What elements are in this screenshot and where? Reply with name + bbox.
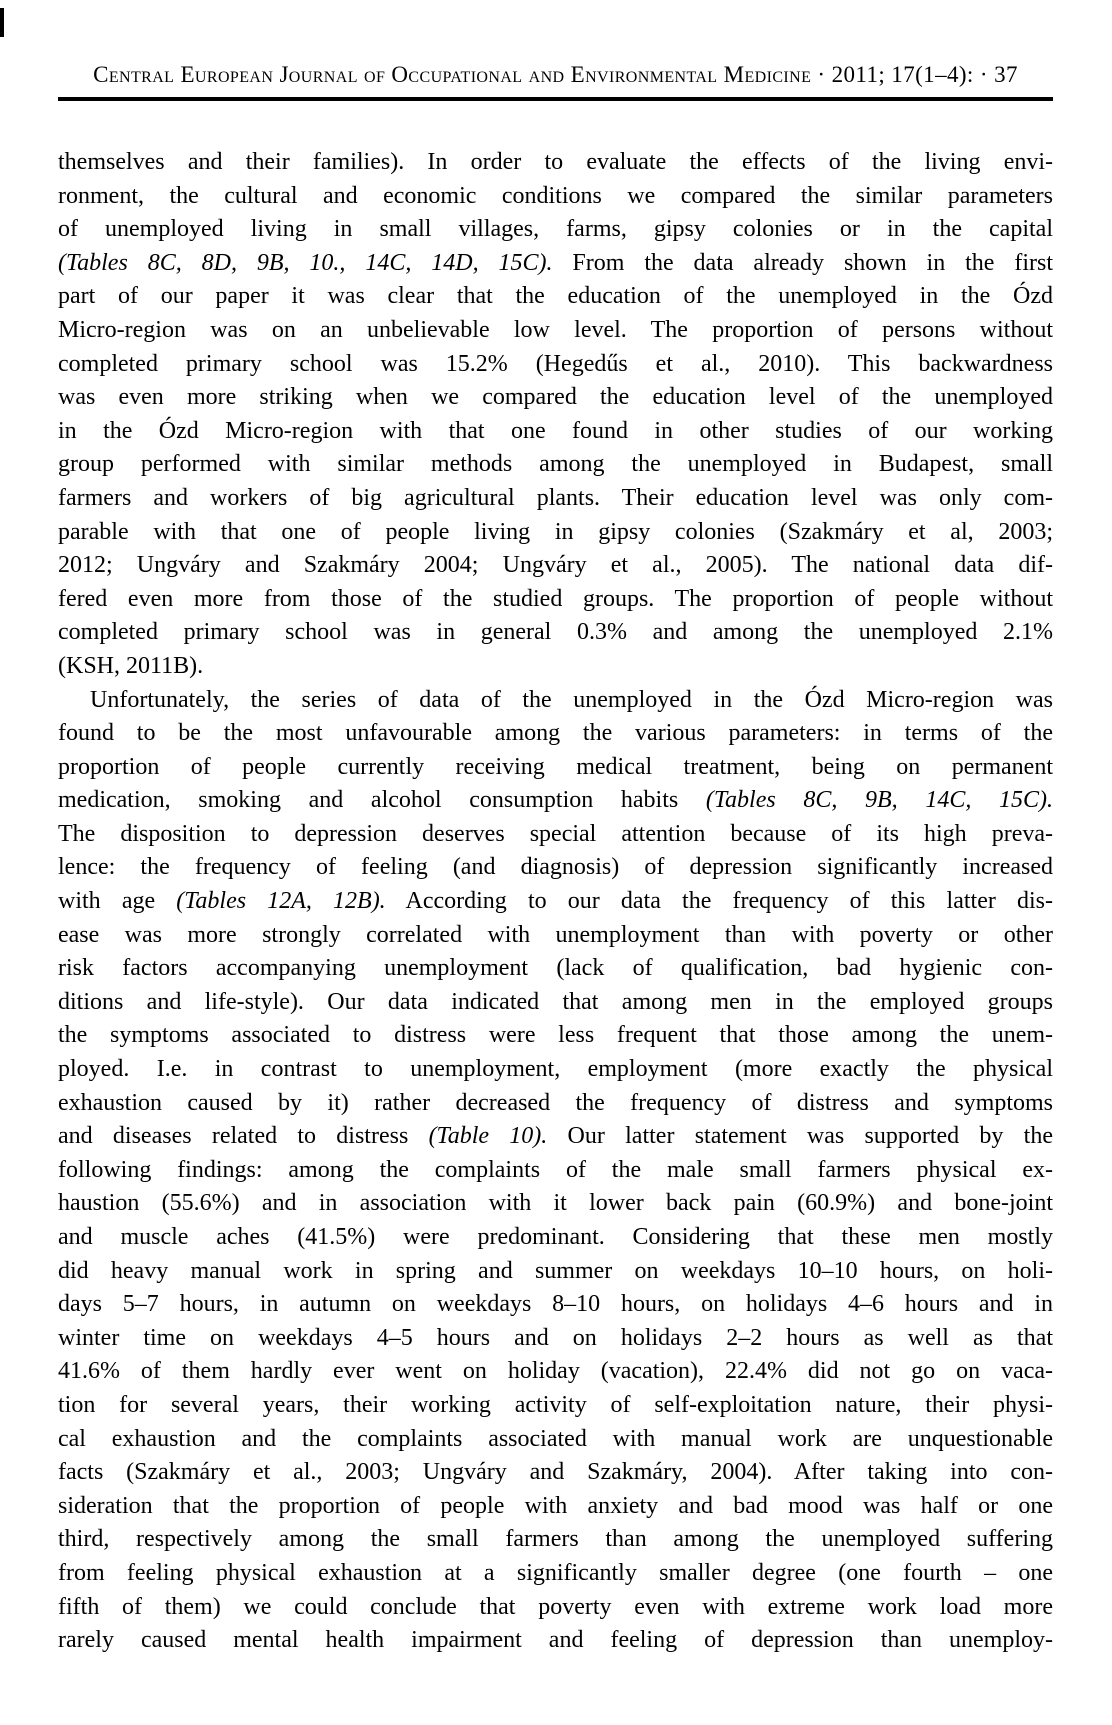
journal-header-text: Central European Journal of Occupational and Environmental Medicine · 2011; 17(1–4): · 37: [93, 62, 1018, 87]
text-line: rarely caused mental health impairment and feeling of depression than unemploy-: [58, 1627, 1053, 1654]
text-line: themselves and their families). In order to evaluate the effects of the living envi-: [58, 149, 1053, 175]
italic-table-reference: (Tables 12A, 12B).: [176, 888, 386, 915]
text-line: The disposition to depression deserves special attention because of its high preva-: [58, 820, 1053, 847]
text-line: of unemployed living in small villages, farms, gipsy colonies or in the capital: [58, 216, 1053, 243]
text-line: ronment, the cultural and economic conditions we compared the similar parameters: [58, 182, 1053, 209]
text-line: completed primary school was 15.2% (Hegedűs et al., 2010). This backwardness: [58, 350, 1053, 377]
text-line: proportion of people currently receiving medical treatment, being on permanent: [58, 753, 1053, 780]
text-line: ditions and life-style). Our data indicated that among men in the employed groups: [58, 988, 1053, 1015]
text-line: ployed. I.e. in contrast to unemployment, employment (more exactly the physical: [58, 1056, 1053, 1083]
header-divider-rule: [58, 97, 1053, 101]
text-line: and muscle aches (41.5%) were predominant. Considering that these men mostly: [58, 1224, 1053, 1250]
text-line: (Tables 8C, 8D, 9B, 10., 14C, 14D, 15C). From the data already shown in the first: [58, 249, 1053, 276]
text-line: days 5–7 hours, in autumn on weekdays 8–10 hours, on holidays 4–6 hours and in: [58, 1291, 1053, 1318]
text-line: part of our paper it was clear that the education of the unemployed in the Ózd: [58, 283, 1053, 310]
text-line: and diseases related to distress (Table 10). Our latter statement was supported by the: [58, 1123, 1053, 1150]
text-line: completed primary school was in general 0.3% and among the unemployed 2.1%: [58, 619, 1053, 646]
text-line: 41.6% of them hardly ever went on holiday (vacation), 22.4% did not go on vaca-: [58, 1358, 1053, 1385]
text-line: winter time on weekdays 4–5 hours and on holidays 2–2 hours as well as that: [58, 1324, 1053, 1351]
text-line: lence: the frequency of feeling (and diagnosis) of depression significantly increased: [58, 854, 1053, 881]
text-line: in the Ózd Micro-region with that one found in other studies of our working: [58, 417, 1053, 444]
paragraph: [58, 684, 1053, 1658]
text-line: Unfortunately, the series of data of the unemployed in the Ózd Micro-region was: [90, 686, 1053, 713]
text-line: group performed with similar methods among the unemployed in Budapest, small: [58, 451, 1053, 478]
text-line: following findings: among the complaints of the male small farmers physical ex-: [58, 1156, 1053, 1183]
article-text: [58, 146, 1053, 1658]
text-line: parable with that one of people living in gipsy colonies (Szakmáry et al, 2003;: [58, 518, 1053, 545]
text-line: ease was more strongly correlated with unemployment than with poverty or other: [58, 921, 1053, 948]
italic-table-reference: (Tables 8C, 8D, 9B, 10., 14C, 14D, 15C).: [58, 249, 553, 276]
text-line: farmers and workers of big agricultural plants. Their education level was only com-: [58, 484, 1053, 511]
italic-table-reference: (Tables 8C, 9B, 14C, 15C).: [705, 787, 1053, 814]
text-line: Micro-region was on an unbelievable low level. The proportion of persons without: [58, 316, 1053, 343]
italic-table-reference: (Table 10).: [428, 1123, 548, 1150]
text-line: risk factors accompanying unemployment (lack of qualification, bad hygienic con-: [58, 955, 1053, 982]
text-line: was even more striking when we compared the education level of the unemployed: [58, 384, 1053, 411]
text-line: 2012; Ungváry and Szakmáry 2004; Ungváry et al., 2005). The national data dif-: [58, 552, 1053, 579]
text-line: tion for several years, their working activity of self-exploitation nature, their physi-: [58, 1391, 1053, 1418]
scan-edge-artifact: [0, 8, 4, 37]
text-line: the symptoms associated to distress were less frequent that those among the unem-: [58, 1022, 1053, 1049]
text-line: with age (Tables 12A, 12B). According to our data the frequency of this latter dis-: [58, 888, 1053, 915]
text-line: exhaustion caused by it) rather decreased the frequency of distress and symptoms: [58, 1089, 1053, 1116]
text-line: from feeling physical exhaustion at a significantly smaller degree (one fourth – one: [58, 1559, 1053, 1586]
text-line: third, respectively among the small farmers than among the unemployed suffering: [58, 1526, 1053, 1553]
text-line: did heavy manual work in spring and summer on weekdays 10–10 hours, on holi-: [58, 1257, 1053, 1284]
text-line: facts (Szakmáry et al., 2003; Ungváry and Szakmáry, 2004). After taking into con-: [58, 1459, 1053, 1486]
text-line: sideration that the proportion of people with anxiety and bad mood was half or one: [58, 1492, 1053, 1519]
journal-running-header: [58, 62, 1053, 88]
text-line: fered even more from those of the studied groups. The proportion of people without: [58, 585, 1053, 612]
paragraph: [58, 146, 1053, 684]
text-line: (KSH, 2011B).: [58, 652, 204, 679]
text-line: medication, smoking and alcohol consumption habits (Tables 8C, 9B, 14C, 15C).: [58, 787, 1053, 814]
text-line: haustion (55.6%) and in association with it lower back pain (60.9%) and bone-joint: [58, 1190, 1053, 1217]
text-line: found to be the most unfavourable among the various parameters: in terms of the: [58, 720, 1053, 747]
text-line: cal exhaustion and the complaints associated with manual work are unquestionable: [58, 1425, 1053, 1452]
text-line: fifth of them) we could conclude that poverty even with extreme work load more: [58, 1593, 1053, 1620]
